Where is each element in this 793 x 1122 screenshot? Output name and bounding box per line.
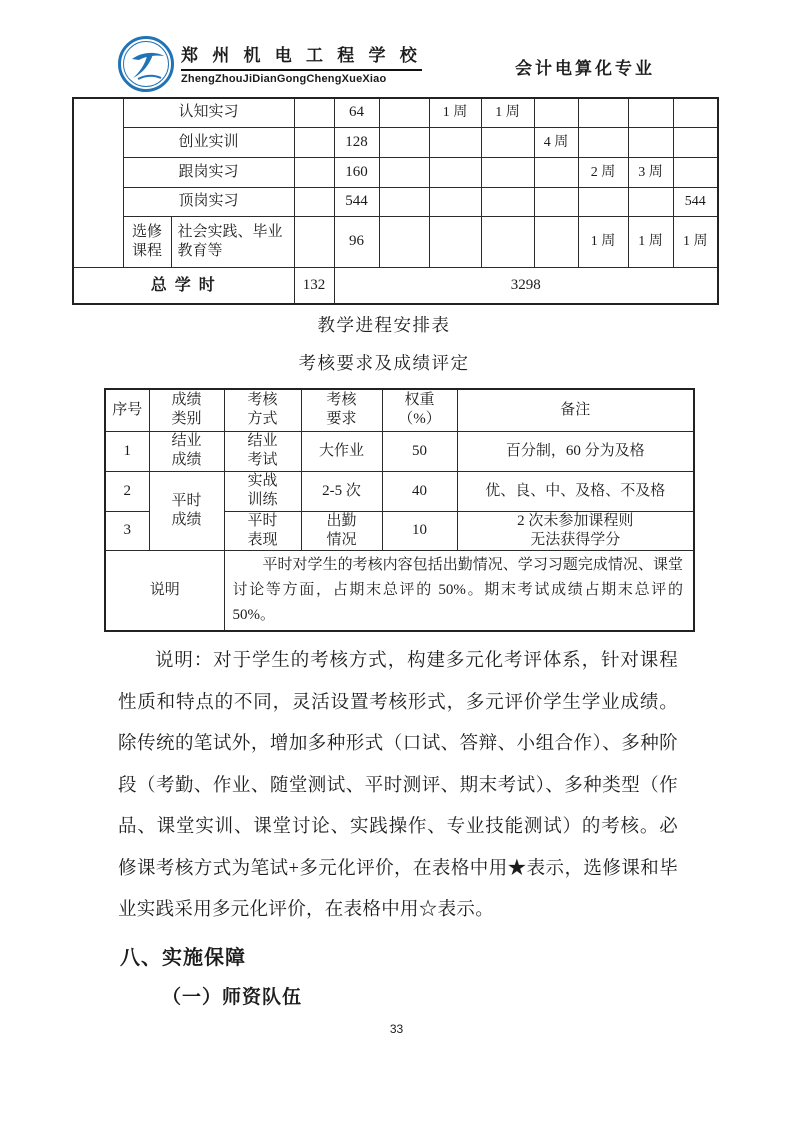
note-row — [105, 550, 694, 631]
table-row — [73, 127, 718, 157]
hours-cell: 160 — [334, 157, 379, 187]
note-cell: 优、良、中、及格、不及格 — [457, 471, 694, 511]
table-row — [105, 431, 694, 471]
total-hours-cell: 3298 — [334, 267, 718, 304]
major-title: 会计电算化专业 — [515, 59, 655, 78]
school-name-block — [181, 41, 422, 85]
school-logo — [118, 36, 174, 92]
total-row — [73, 267, 718, 304]
school-pinyin: ZhengZhouJiDianGongChengXueXiao — [181, 73, 387, 85]
row-number-cell: 3 — [105, 511, 149, 550]
term-cell — [379, 98, 429, 127]
term-cell — [379, 187, 429, 216]
term-cell — [673, 98, 718, 127]
term-cell: 1 周 — [628, 216, 673, 267]
total-credits-cell: 132 — [294, 267, 334, 304]
term-cell — [628, 127, 673, 157]
term-cell: 1 周 — [481, 98, 534, 127]
assessment-section-title: 考核要求及成绩评定 — [298, 353, 470, 373]
hours-cell: 64 — [334, 98, 379, 127]
term-cell — [481, 187, 534, 216]
term-cell: 1 周 — [578, 216, 628, 267]
table-row — [73, 187, 718, 216]
note-cell: 百分制，60 分为及格 — [457, 431, 694, 471]
column-header: 备注 — [457, 389, 694, 431]
term-cell — [534, 187, 578, 216]
method-cell: 平时 表现 — [224, 511, 301, 550]
method-cell: 实战 训练 — [224, 471, 301, 511]
empty-cell — [294, 157, 334, 187]
column-header: 权重 （%） — [382, 389, 457, 431]
term-cell — [429, 127, 481, 157]
empty-left-cell — [73, 98, 123, 267]
term-cell: 1 周 — [429, 98, 481, 127]
schedule-table-caption: 教学进程安排表 — [317, 315, 451, 335]
term-cell — [534, 157, 578, 187]
row-number-cell: 2 — [105, 471, 149, 511]
header-row — [105, 389, 694, 431]
course-name-cell: 认知实习 — [123, 98, 294, 127]
term-cell — [578, 187, 628, 216]
page-number: 33 — [389, 1022, 404, 1036]
category-cell: 平时 成绩 — [149, 471, 224, 550]
course-name-cell: 顶岗实习 — [123, 187, 294, 216]
term-cell — [481, 127, 534, 157]
term-cell — [578, 98, 628, 127]
school-logo-swoosh-icon — [126, 44, 170, 88]
term-cell — [628, 187, 673, 216]
total-label-cell: 总 学 时 — [73, 267, 294, 304]
method-cell: 结业 考试 — [224, 431, 301, 471]
hours-cell: 544 — [334, 187, 379, 216]
course-name-cell: 创业实训 — [123, 127, 294, 157]
term-cell — [379, 216, 429, 267]
term-cell — [379, 157, 429, 187]
sub-heading: （一）师资队伍 — [162, 987, 303, 1008]
section-heading: 八、实施保障 — [120, 947, 246, 969]
hours-cell: 128 — [334, 127, 379, 157]
term-cell — [534, 216, 578, 267]
column-header: 成绩 类别 — [149, 389, 224, 431]
note-text-cell: 平时对学生的考核内容包括出勤情况、学习习题完成情况、课堂讨论等方面，占期末总评的 50%。期末考试成绩占期末总评的 50%。 — [224, 550, 694, 631]
term-cell: 1 周 — [673, 216, 718, 267]
term-cell — [673, 127, 718, 157]
course-name-cell: 跟岗实习 — [123, 157, 294, 187]
term-cell — [429, 157, 481, 187]
empty-cell — [294, 187, 334, 216]
course-category-cell: 选修 课程 — [123, 216, 171, 267]
note-cell: 2 次未参加课程则 无法获得学分 — [457, 511, 694, 550]
empty-cell — [294, 127, 334, 157]
weight-cell: 10 — [382, 511, 457, 550]
empty-cell — [294, 98, 334, 127]
weight-cell: 50 — [382, 431, 457, 471]
note-label-cell: 说明 — [105, 550, 224, 631]
school-name: 郑 州 机 电 工 程 学 校 — [181, 41, 422, 71]
column-header: 序号 — [105, 389, 149, 431]
requirement-cell: 出勤 情况 — [301, 511, 382, 550]
table-row — [73, 216, 718, 267]
term-cell — [673, 157, 718, 187]
term-cell — [429, 216, 481, 267]
term-cell — [534, 98, 578, 127]
term-cell: 2 周 — [578, 157, 628, 187]
assessment-table — [104, 388, 695, 632]
term-cell — [481, 157, 534, 187]
requirement-cell: 2-5 次 — [301, 471, 382, 511]
column-header: 考核 方式 — [224, 389, 301, 431]
table-row — [73, 157, 718, 187]
requirement-cell: 大作业 — [301, 431, 382, 471]
term-cell: 544 — [673, 187, 718, 216]
term-cell: 4 周 — [534, 127, 578, 157]
course-name-cell: 社会实践、毕业 教育等 — [171, 216, 294, 267]
weight-cell: 40 — [382, 471, 457, 511]
empty-cell — [294, 216, 334, 267]
term-cell — [578, 127, 628, 157]
row-number-cell: 1 — [105, 431, 149, 471]
term-cell — [628, 98, 673, 127]
explanation-paragraph: 说明：对于学生的考核方式，构建多元化考评体系，针对课程性质和特点的不同，灵活设置考核形式，多元评价学生学业成绩。除传统的笔试外，增加多种形式（口试、答辩、小组合作）、多种阶段（考勤、作业、随堂测试、平时测评、期末考试）、多种类型（作品、课堂实训、课堂讨论、实践操作、专业技能测试）的考核。必修课考核方式为笔试+多元化评价，在表格中用★表示，选修课和毕业实践采用多元化评价，在表格中用☆表示。 — [118, 651, 678, 920]
term-cell — [379, 127, 429, 157]
table-row — [73, 98, 718, 127]
table-row — [105, 471, 694, 511]
column-header: 考核 要求 — [301, 389, 382, 431]
term-cell — [429, 187, 481, 216]
hours-cell: 96 — [334, 216, 379, 267]
category-cell: 结业 成绩 — [149, 431, 224, 471]
term-cell — [481, 216, 534, 267]
schedule-table — [72, 97, 719, 305]
term-cell: 3 周 — [628, 157, 673, 187]
